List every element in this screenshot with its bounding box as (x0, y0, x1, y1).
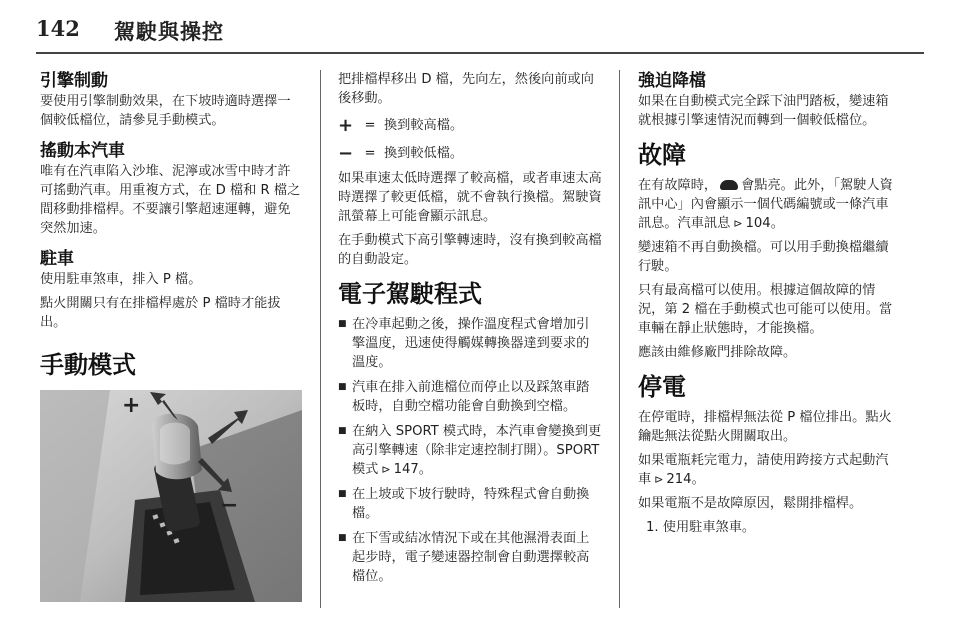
list-item: ■ 在冷車起動之後，操作溫度程式會增加引擎溫度，迅速使得觸媒轉換器達到要求的溫度。 (338, 315, 602, 372)
kickdown-heading: 強迫降檔 (638, 71, 706, 91)
chapter-title: 駕駛與操控 (114, 20, 224, 44)
page-number: 142 (36, 16, 80, 41)
fault-text-part: 在有故障時， (638, 178, 718, 193)
power-text-3: 如果電瓶不是故障原因，鬆開排檔桿。 (638, 496, 863, 511)
list-item (338, 422, 602, 479)
page-header (36, 16, 924, 56)
transmission-warning-icon (720, 180, 738, 190)
manual-intro-text: 把排檔桿移出 D 檔，先向左，然後向前或向後移動。 (338, 72, 594, 106)
parking-heading: 駐車 (40, 249, 74, 269)
electronic-program-heading: 電子駕駛程式 (338, 280, 482, 308)
kickdown-text: 如果在自動模式完全踩下油門踏板，變速箱就根據引擎速情況而轉到一個較低檔位。 (638, 94, 889, 128)
parking-text: 使用駐車煞車，排入 P 檔。 (40, 272, 202, 287)
sport-mode-ref[interactable]: 147。 (393, 462, 432, 477)
ref-arrow-icon: ⊳ (733, 217, 743, 230)
engine-brake-heading: 引擎制動 (40, 71, 108, 91)
figure-plus-label: + (122, 393, 141, 418)
gear-lever-illustration (40, 390, 302, 602)
rocking-text: 唯有在汽車陷入沙堆、泥濘或冰雪中時才許可搖動汽車。用重複方式，在 D 檔和 R 檔之間移動排檔桿。不要讓引擎超速運轉，避免突然加速。 (40, 164, 301, 236)
column-2 (338, 70, 602, 592)
power-text-part: 如果電瓶耗完電力，請使用跨接方式起動汽車 (638, 453, 889, 487)
fault-text-3: 只有最高檔可以使用。根據這個故障的情況，第 2 檔在手動模式也可能可以使用。當車輛在靜止狀態時，才能換檔。 (638, 283, 893, 336)
equals-sign: = (364, 117, 376, 133)
fault-ref[interactable]: 104。 (745, 216, 784, 231)
upshift-text: 換到較高檔。 (384, 117, 464, 133)
list-item: ■ 在上坡或下坡行駛時，特殊程式會自動換檔。 (338, 485, 602, 523)
column-1 (40, 70, 302, 386)
minus-symbol: − (338, 142, 354, 164)
header-rule (36, 52, 924, 54)
sport-mode-text: 在納入 SPORT 模式時，本汽車會變換到更高引擎轉速（除非定速控制打開）。SPORT 模式 (352, 424, 602, 477)
fault-text (638, 176, 900, 233)
shift-limit-text: 如果車速太低時選擇了較高檔，或者車速太高時選擇了較更低檔，就不會執行換檔。駕駛資訊螢幕上可能會顯示訊息。 (338, 171, 602, 224)
ref-arrow-icon: ⊳ (654, 473, 664, 486)
parking-text: 點火開關只有在排檔桿處於 P 檔時才能拔出。 (40, 296, 281, 330)
column-divider (619, 70, 620, 608)
equals-sign: = (364, 145, 376, 161)
fault-text-4: 應該由維修廠門排除故障。 (638, 345, 797, 360)
list-item: ■ 汽車在排入前進檔位而停止以及踩煞車踏板時，自動空檔功能會自動換到空檔。 (338, 378, 602, 416)
power-text-2 (638, 451, 900, 489)
fault-heading: 故障 (638, 141, 686, 169)
engine-brake-text: 要使用引擎制動效果，在下坡時適時選擇一個較低檔位，請參見手動模式。 (40, 94, 291, 128)
high-rpm-text: 在手動模式下高引擎轉速時，沒有換到較高檔的自動設定。 (338, 233, 602, 267)
ref-arrow-icon: ⊳ (381, 463, 391, 476)
downshift-text: 換到較低檔。 (384, 145, 464, 161)
program-list (338, 315, 602, 586)
list-item: ■ 在下雪或結冰情況下或在其他濕滑表面上起步時，電子變速器控制會自動選擇較高檔位。 (338, 529, 602, 586)
jump-start-ref[interactable]: 214。 (666, 472, 705, 487)
upshift-row (338, 113, 602, 137)
step-item: 1. 使用駐車煞車。 (646, 520, 756, 535)
plus-symbol: + (338, 114, 354, 136)
fault-text-2: 變速箱不再自動換檔。可以用手動換檔繼續行駛。 (638, 240, 889, 274)
rocking-heading: 搖動本汽車 (40, 141, 125, 161)
power-text-1: 在停電時，排檔桿無法從 P 檔位排出。點火鑰匙無法從點火開關取出。 (638, 410, 892, 444)
figure-minus-label: − (220, 493, 239, 518)
fault-text-part: 會點亮。此外，「駕駛人資訊中心」內會顯示一個代碼編號或一條汽車訊息。汽車訊息 (638, 178, 893, 231)
power-failure-heading: 停電 (638, 373, 686, 401)
downshift-row (338, 141, 602, 165)
gear-lever-figure (40, 390, 302, 602)
column-divider (320, 70, 321, 608)
manual-mode-heading: 手動模式 (40, 351, 136, 379)
column-3 (638, 70, 900, 542)
